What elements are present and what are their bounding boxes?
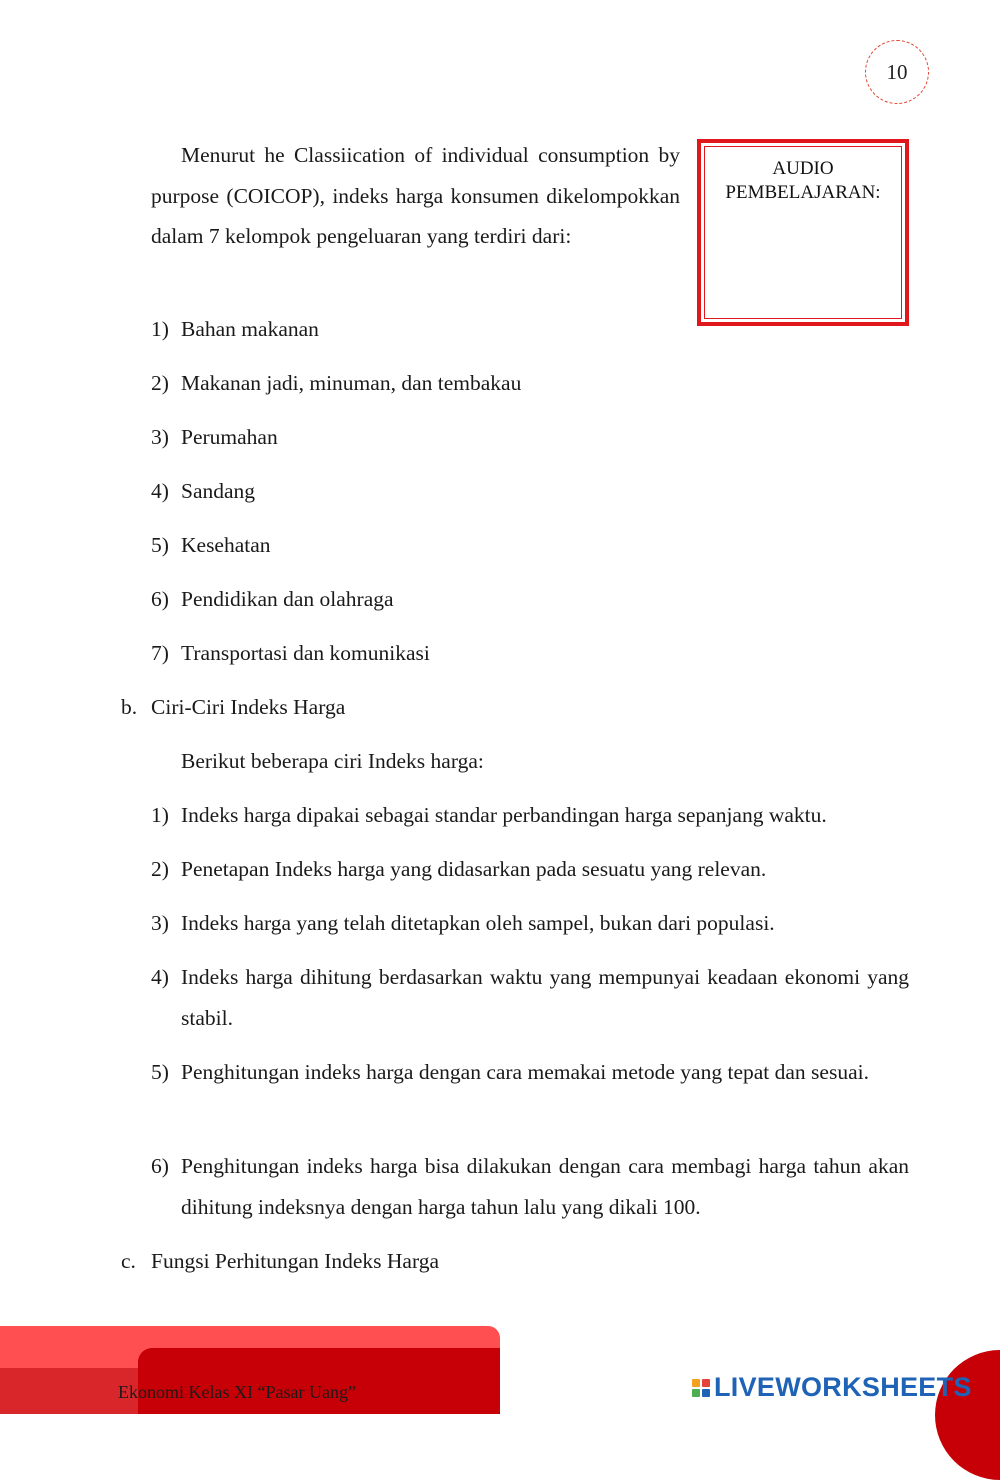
list-number: 2) (151, 857, 169, 881)
list-text: Penghitungan indeks harga dengan cara memakai metode yang tepat dan sesuai. (181, 1060, 869, 1084)
section-title: Fungsi Perhitungan Indeks Harga (151, 1249, 440, 1273)
list-item (151, 910, 775, 937)
liveworksheets-brand: LIVEWORKSHEETS (714, 1372, 972, 1402)
section-letter: c. (121, 1249, 136, 1273)
list-text: Indeks harga dihitung berdasarkan waktu yang mempunyai keadaan ekonomi yang stabil. (181, 965, 909, 1030)
list-text: Penetapan Indeks harga yang didasarkan pada sesuatu yang relevan. (181, 857, 767, 881)
list-number: 1) (151, 317, 169, 341)
intro-paragraph (151, 135, 680, 257)
list-text: Penghitungan indeks harga bisa dilakukan dengan cara membagi harga tahun akan dihitung indeksnya dengan harga tahun lalu yang dikali 100. (181, 1154, 909, 1219)
section-title: Ciri-Ciri Indeks Harga (151, 695, 346, 719)
list-text: Indeks harga dipakai sebagai standar perbandingan harga sepanjang waktu. (181, 803, 827, 827)
section-c-heading (121, 1248, 440, 1275)
list-text: Transportasi dan komunikasi (181, 641, 430, 665)
list-number: 1) (151, 803, 169, 827)
audio-label-line1: AUDIO (772, 158, 834, 179)
section-letter: b. (121, 695, 138, 719)
list-number: 5) (151, 1060, 169, 1084)
list-number: 5) (151, 533, 169, 557)
list-item (151, 640, 430, 667)
list-item (151, 424, 278, 451)
audio-box-label (701, 157, 905, 205)
list-text: Pendidikan dan olahraga (181, 587, 394, 611)
liveworksheets-logo[interactable] (692, 1372, 972, 1403)
list-item (151, 586, 394, 613)
list-number: 4) (151, 479, 169, 503)
footer-corner-circle (935, 1350, 1000, 1480)
footer-book-title: Ekonomi Kelas XI “Pasar Uang” (118, 1382, 356, 1402)
audio-learning-box[interactable] (697, 139, 909, 326)
list-item (151, 532, 271, 559)
list-number: 4) (151, 965, 169, 989)
list-item (151, 478, 256, 505)
section-b-heading (121, 694, 346, 721)
list-item (151, 316, 319, 343)
footer-bar-dark (138, 1348, 500, 1414)
list-text: Makanan jadi, minuman, dan tembakau (181, 371, 522, 395)
list-text: Perumahan (181, 425, 278, 449)
list-number: 7) (151, 641, 169, 665)
list-number: 3) (151, 425, 169, 449)
list-number: 3) (151, 911, 169, 935)
list-text: Sandang (181, 479, 256, 503)
list-number: 6) (151, 587, 169, 611)
list-number: 2) (151, 371, 169, 395)
section-b-lead: Berikut beberapa ciri Indeks harga: (181, 749, 484, 773)
list-item (151, 802, 827, 829)
liveworksheets-icon (692, 1379, 710, 1397)
list-item (151, 370, 522, 397)
list-text: Bahan makanan (181, 317, 319, 341)
intro-text: Menurut he Classiication of individual consumption by purpose (COICOP), indeks harga konsumen dikelompokkan dalam 7 kelompok pengeluaran yang terdiri dari: (151, 143, 680, 248)
list-text: Indeks harga yang telah ditetapkan oleh sampel, bukan dari populasi. (181, 911, 775, 935)
list-text: Kesehatan (181, 533, 271, 557)
list-number: 6) (151, 1154, 169, 1178)
page-number: 10 (865, 40, 929, 104)
list-item (151, 856, 767, 883)
audio-label-line2: PEMBELAJARAN: (725, 182, 881, 203)
